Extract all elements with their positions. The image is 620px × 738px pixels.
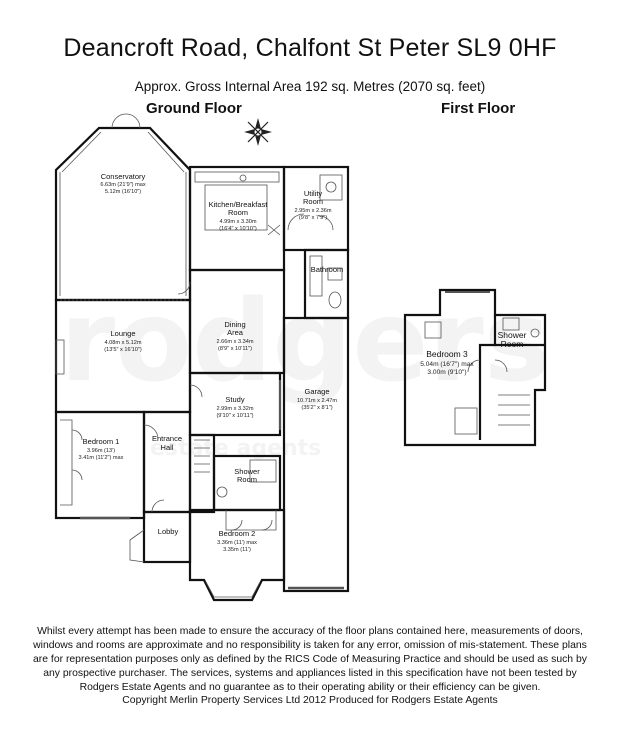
room-shower-first xyxy=(498,330,527,349)
room-utility xyxy=(295,189,332,221)
kitchen-name1: Kitchen/Breakfast xyxy=(208,200,268,209)
dining-dim1: 2.66m x 3.34m xyxy=(216,339,254,345)
garage-name: Garage xyxy=(304,387,330,396)
garage-dim1: 10.71m x 2.47m xyxy=(296,398,338,404)
bedroom3-dim1: 5.04m (16'7") max xyxy=(420,361,474,368)
entrance-name1: Entrance xyxy=(151,434,183,443)
lounge-dim2: (13'5" x 16'10") xyxy=(104,347,142,353)
utility-dim2: (9'8" x 7'9") xyxy=(298,215,328,221)
garage-dim2: (35'2" x 8'1") xyxy=(301,405,333,411)
room-kitchen xyxy=(209,200,269,232)
utility-dim1: 2.95m x 2.36m xyxy=(294,208,332,214)
bedroom2-name: Bedroom 2 xyxy=(218,529,256,538)
shower-first-name2: Room xyxy=(500,339,524,349)
bedroom1-dim2: 3.41m (11'2") max xyxy=(78,455,124,461)
dining-name2: Area xyxy=(227,328,243,337)
disclaimer-text: Whilst every attempt has been made to ensure the accuracy of the floor plans contained here, measurements of doors, windows and rooms are approximate and no responsibility is taken for any error, omission of mis-statement. These plans are for representation purposes only as defined by the RICS Code of Measuring Practice and should be used as such by any prospective purchaser. The services, systems and appliances listed in this specification have not been tested by Rodgers Estate Agents and no guarantee as to their operating ability or their efficiency can be given. xyxy=(33,626,587,693)
compass-icon xyxy=(244,118,272,146)
bedroom1-outline xyxy=(56,412,144,518)
lobby-outline xyxy=(144,512,190,562)
conservatory-dim2: 5.12m (16'10") xyxy=(104,189,142,195)
copyright-text: Copyright Merlin Property Services Ltd 2012 Produced for Rodgers Estate Agents xyxy=(122,695,498,706)
room-lobby xyxy=(158,527,179,536)
room-shower-ground xyxy=(234,467,260,484)
dining-name1: Dining xyxy=(224,320,246,329)
bedroom1-dim1: 3.96m (13') xyxy=(86,448,116,454)
bathroom-name: Bathroom xyxy=(310,265,344,274)
kitchen-dim2: (16'4" x 10'10") xyxy=(219,226,257,232)
utility-name1: Utility xyxy=(303,189,323,198)
kitchen-dim1: 4.99m x 3.30m xyxy=(219,219,257,225)
room-bedroom2 xyxy=(217,529,257,553)
bedroom1-name: Bedroom 1 xyxy=(82,437,120,446)
lounge-name: Lounge xyxy=(110,329,136,338)
entrance-name2: Hall xyxy=(160,443,174,452)
room-bathroom xyxy=(311,265,344,274)
conservatory-dim1: 6.63m (21'9") max xyxy=(100,182,146,188)
bedroom2-outline xyxy=(190,510,284,600)
bedroom2-dim1: 3.36m (11') max xyxy=(217,540,257,546)
gross-area-text: Approx. Gross Internal Area 192 sq. Metres (2070 sq. feet) xyxy=(134,79,486,94)
lounge-dim1: 4.08m x 5.12m xyxy=(104,340,142,346)
bedroom2-dim2: 3.35m (11') xyxy=(223,547,251,553)
dining-dim2: (8'9" x 10'11") xyxy=(218,346,252,352)
utility-name2: Room xyxy=(302,197,324,206)
study-dim1: 2.99m x 3.32m xyxy=(216,406,254,412)
plan-title: Deancroft Road, Chalfont St Peter SL9 0HF xyxy=(63,34,557,62)
room-bedroom3 xyxy=(420,349,474,376)
shower-ground-name2: Room xyxy=(236,475,258,484)
conservatory-outline xyxy=(56,128,190,300)
conservatory-name: Conservatory xyxy=(100,172,146,181)
shower-first-name1: Shower xyxy=(497,330,527,340)
lobby-name: Lobby xyxy=(157,527,179,536)
shower-ground-name1: Shower xyxy=(234,467,260,476)
study-dim2: (9'10" x 10'11") xyxy=(216,413,254,419)
room-conservatory xyxy=(100,172,146,195)
study-name: Study xyxy=(225,395,245,404)
bedroom3-name: Bedroom 3 xyxy=(426,349,468,359)
first-floor-label: First Floor xyxy=(441,100,516,117)
kitchen-name2: Room xyxy=(227,208,249,217)
ground-floor-label: Ground Floor xyxy=(146,100,242,117)
room-bedroom1 xyxy=(79,437,124,461)
bedroom3-dim2: 3.00m (9'10") xyxy=(427,369,467,376)
